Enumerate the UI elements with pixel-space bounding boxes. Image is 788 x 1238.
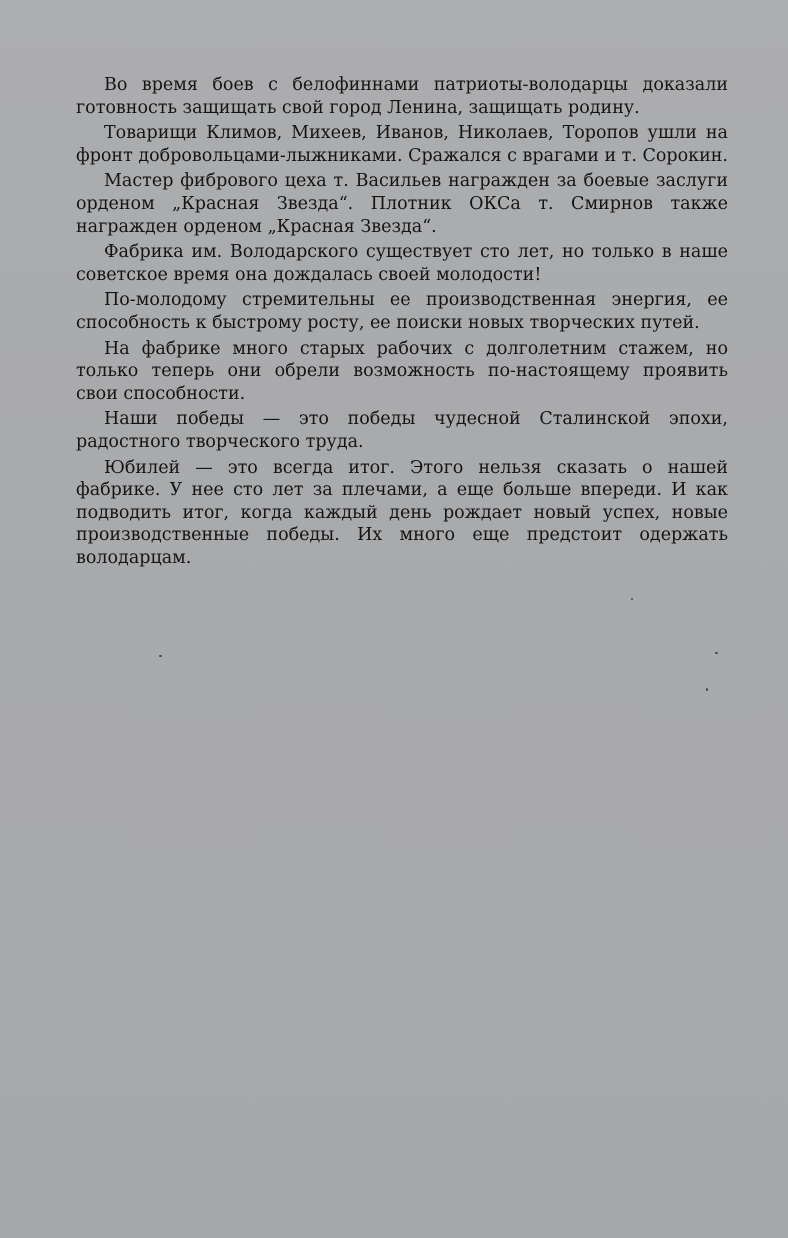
- print-speck: [706, 688, 708, 691]
- paragraph-7: Наши победы — это победы чудесной Сталинской эпохи, радостного творческого труда.: [76, 409, 728, 452]
- page-text: [76, 74, 728, 572]
- paragraph-8: Юбилей — это всегда итог. Этого нельзя сказать о нашей фабрике. У нее сто лет за плечами, а еще больше впереди. И как подводить итог, когда каждый день рождает новый успех, новые производственные победы. Их много еще предстоит одержать володарцам.: [76, 457, 728, 568]
- paragraph-6: На фабрике много старых рабочих с долголетним стажем, но только теперь они обрели возможность по-настоящему проявить свои способности.: [76, 338, 728, 404]
- print-speck: [631, 598, 633, 600]
- print-speck: [159, 655, 162, 657]
- paragraph-5: По-молодому стремительны ее производственная энергия, ее способность к быстрому росту, ее поиски новых творческих путей.: [76, 290, 728, 333]
- print-speck: [715, 652, 718, 654]
- paragraph-3: Мастер фибрового цеха т. Васильев награжден за боевые заслуги орденом „Красная Звезда“. Плотник ОКСа т. Смирнов также награжден орденом „Красная Звезда“.: [76, 171, 728, 237]
- paragraph-4: Фабрика им. Володарского существует сто лет, но только в наше советское время она дождалась своей молодости!: [76, 242, 728, 285]
- paragraph-2: Товарищи Климов, Михеев, Иванов, Николаев, Торопов ушли на фронт добровольцами-лыжниками. Сражался с врагами и т. Сорокин.: [76, 123, 728, 166]
- paragraph-1: Во время боев с белофиннами патриоты-володарцы доказали готовность защищать свой город Ленина, защищать родину.: [76, 75, 728, 118]
